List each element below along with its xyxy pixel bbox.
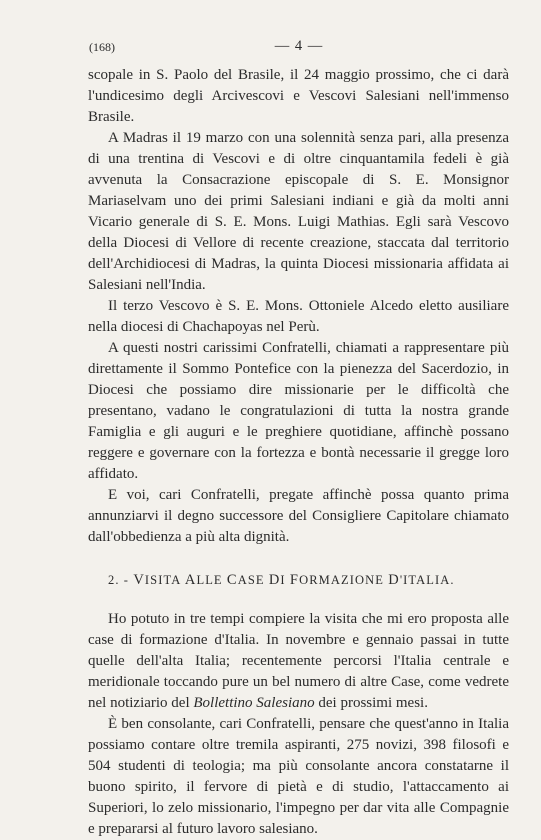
paragraph: A questi nostri carissimi Confratelli, chiamati a rappresentare più direttamente il Sommo Pontefice con la pienezza del Sacerdozio, in Diocesi che possiamo dire missionarie per le difficoltà che presentano, vadano le congratulazioni di tutta la nostra grande Famiglia e gli auguri e le preghiere quotidiane, affinchè possano reggere e governare con la fortezza e bontà necessarie il gregge loro affidato. <box>88 340 509 482</box>
paragraph: È ben consolante, cari Confratelli, pensare che quest'anno in Italia possiamo contare oltre tremila aspiranti, 275 novizi, 398 filosofi e 504 studenti di teologia; ma più consolante ancora constatarne il buono spirito, il fervore di pietà e di studio, l'attaccamento ai Superiori, lo zelo missionario, l'impegno per dar vita alle Compagnie e prepararsi al futuro lavoro salesiano. <box>88 716 509 837</box>
paragraph-text: dei prossimi mesi. <box>314 695 428 711</box>
paragraph <box>88 609 509 714</box>
folio-number: — 4 — <box>274 38 324 54</box>
paragraph: scopale in S. Paolo del Brasile, il 24 maggio prossimo, che ci darà l'undicesimo degli Arcivescovi e Vescovi Salesiani nell'immenso Brasile. <box>88 67 509 125</box>
paragraph: Il terzo Vescovo è S. E. Mons. Ottoniele Alcedo eletto ausiliare nella diocesi di Chachapoyas nel Perù. <box>88 298 509 335</box>
section-heading <box>88 570 509 591</box>
body-text <box>88 65 509 840</box>
paragraph-text: Ho potuto in tre tempi compiere la visita che mi ero proposta alle case di formazione d'Italia. In novembre e gennaio passai in tutte quelle dell'alta Italia; recentemente percorsi l'Italia centrale e meridionale toccando pure un bel numero di altre Case, come vedrete nel notiziario del <box>88 611 509 711</box>
paragraph: E voi, cari Confratelli, pregate affinchè possa quanto prima annunziarvi il degno successore del Consigliere Capitolare chiamato dall'obbedienza a più alta dignità. <box>88 487 509 545</box>
paragraph: A Madras il 19 marzo con una solennità senza pari, alla presenza di una trentina di Vescovi e di oltre cinquantamila fedeli è già avvenuta la Consacrazione episcopale di S. E. Monsignor Mariaselvam uno dei primi Salesiani indiani e già da molti anni Vicario generale di S. E. Mons. Luigi Mathias. Egli sarà Vescovo della Diocesi di Vellore di recente creazione, staccata dal territorio dell'Archidiocesi di Madras, la quinta Diocesi missionaria affidata ai Salesiani nell'India. <box>88 130 509 293</box>
section-number: 2. - <box>108 573 130 587</box>
page-header <box>89 40 509 58</box>
page-number: (168) <box>89 40 115 54</box>
bollettino-title: Bollettino Salesiano <box>193 695 315 711</box>
section-title: VISITA ALLE CASE DI FORMAZIONE D'ITALIA. <box>133 572 455 588</box>
